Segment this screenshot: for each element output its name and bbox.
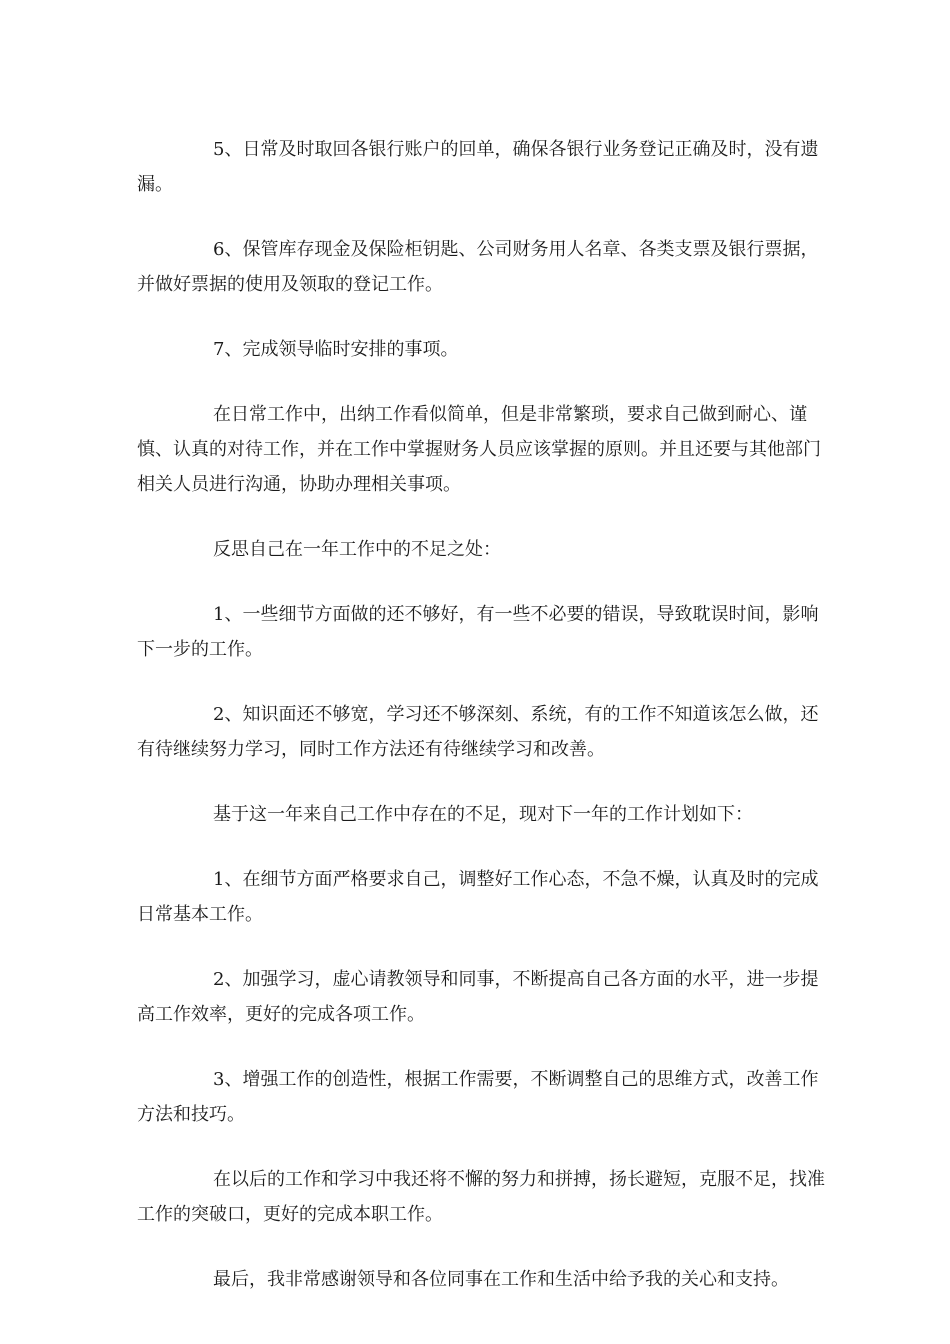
paragraph-item-5-bank-receipts: 5、日常及时取回各银行账户的回单，确保各银行业务登记正确及时，没有遗漏。 [137, 139, 819, 195]
paragraph-shortcoming-2: 2、知识面还不够宽，学习还不够深刻、系统，有的工作不知道该怎么做，还有待继续努力学习，同时工作方法还有待继续学习和改善。 [137, 704, 819, 760]
paragraph-daily-work: 在日常工作中，出纳工作看似简单，但是非常繁琐，要求自己做到耐心、谨慎、认真的对待工作，并在工作中掌握财务人员应该掌握的原则。并且还要与其他部门相关人员进行沟通，协助办理相关事项。 [137, 404, 821, 495]
paragraph-shortcomings-heading: 反思自己在一年工作中的不足之处： [213, 539, 501, 560]
document-body [137, 132, 827, 1297]
paragraph-item-6-safekeeping: 6、保管库存现金及保险柜钥匙、公司财务用人名章、各类支票及银行票据，并做好票据的使用及领取的登记工作。 [137, 239, 819, 295]
paragraph-plan-2: 2、加强学习，虚心请教领导和同事，不断提高自己各方面的水平，进一步提高工作效率，更好的完成各项工作。 [137, 969, 819, 1025]
paragraph-plan-heading: 基于这一年来自己工作中存在的不足，现对下一年的工作计划如下： [213, 804, 753, 825]
paragraph-plan-3: 3、增强工作的创造性，根据工作需要，不断调整自己的思维方式，改善工作方法和技巧。 [137, 1069, 819, 1125]
paragraph-thanks: 最后，我非常感谢领导和各位同事在工作和生活中给予我的关心和支持。 [213, 1269, 789, 1290]
paragraph-item-7-temporary-tasks: 7、完成领导临时安排的事项。 [213, 339, 459, 360]
paragraph-shortcoming-1: 1、一些细节方面做的还不够好，有一些不必要的错误，导致耽误时间，影响下一步的工作。 [137, 604, 819, 660]
paragraph-plan-1: 1、在细节方面严格要求自己，调整好工作心态，不急不燥，认真及时的完成日常基本工作。 [137, 869, 819, 925]
paragraph-future-effort: 在以后的工作和学习中我还将不懈的努力和拼搏，扬长避短，克服不足，找准工作的突破口，更好的完成本职工作。 [137, 1169, 825, 1225]
